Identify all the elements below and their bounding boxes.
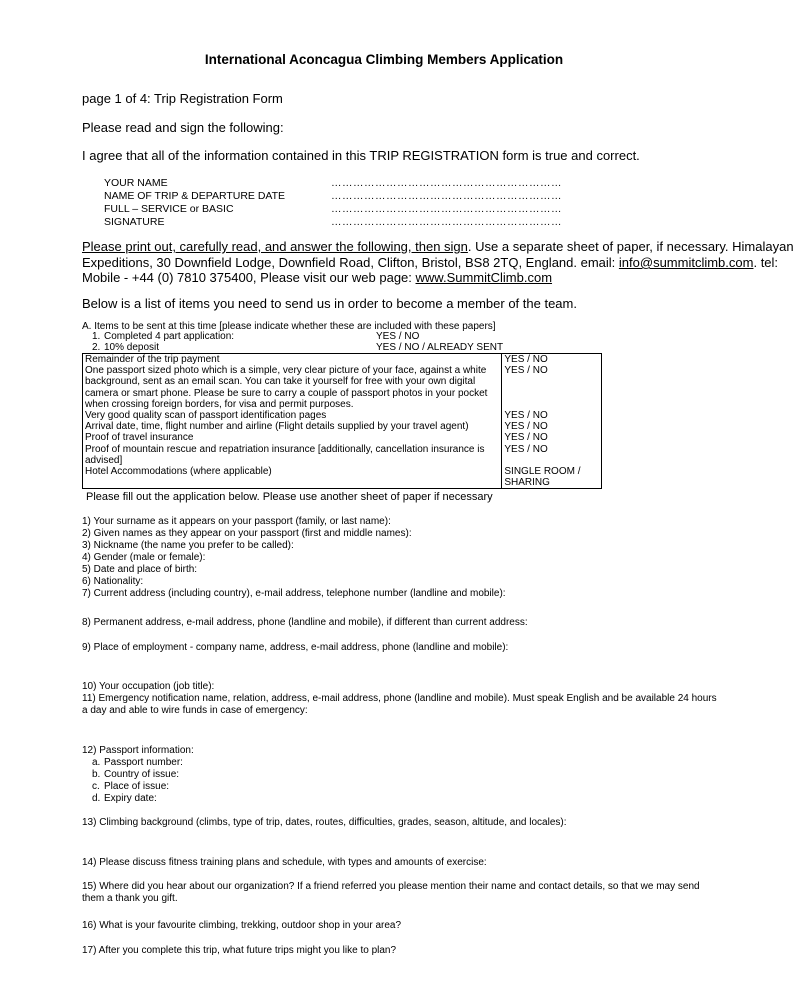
table-row (83, 466, 602, 489)
passport-sub-label: Expiry date: (104, 793, 157, 804)
section-a-item-answer[interactable]: YES / NO (376, 331, 420, 342)
table-cell-answer[interactable]: SINGLE ROOM / SHARING (502, 466, 602, 489)
signature-field-label: YOUR NAME (104, 177, 168, 189)
table-cell-item: Proof of mountain rescue and repatriation insurance [additionally, cancellation insurance is advised] (83, 444, 502, 466)
signature-field-line[interactable]: ……………………………………………………… (331, 216, 562, 228)
question-2: 2) Given names as they appear on your passport (first and middle names): (82, 528, 412, 539)
question-1: 1) Your surname as it appears on your passport (family, or last name): (82, 516, 391, 527)
mobile-text: Mobile - +44 (0) 7810 375400, Please visit our web page: (82, 270, 416, 285)
page-title: International Aconcagua Climbing Members Application (204, 52, 564, 67)
passport-sub-num: b. (92, 769, 101, 780)
question-6: 6) Nationality: (82, 576, 144, 587)
question-7: 7) Current address (including country), e-mail address, telephone number (landline and mobile): (82, 588, 506, 599)
agreement-text: I agree that all of the information contained in this TRIP REGISTRATION form is true and correct. (82, 148, 640, 163)
passport-sub-num: d. (92, 793, 101, 804)
signature-field-line[interactable]: ……………………………………………………… (331, 177, 562, 189)
read-sign-text: Please read and sign the following: (82, 120, 284, 135)
question-15: 15) Where did you hear about our organization? If a friend referred you please mention their name and contact details, so that we may send them a thank you gift. (82, 881, 700, 904)
question-12: 12) Passport information: (82, 745, 194, 756)
address-text: Expeditions, 30 Downfield Lodge, Downfield Road, Clifton, Bristol, BS8 2TQ, England. email: (82, 255, 619, 270)
passport-sub-num: a. (92, 757, 101, 768)
section-a-heading: A. Items to be sent at this time [please indicate whether these are included with these papers] (82, 321, 496, 332)
table-row (83, 410, 602, 421)
question-17: 17) After you complete this trip, what future trips might you like to plan? (82, 945, 397, 956)
question-5: 5) Date and place of birth: (82, 564, 198, 575)
section-a-item-label: 10% deposit (104, 342, 160, 353)
table-row (83, 365, 602, 410)
table-cell-answer[interactable]: YES / NO (502, 410, 602, 421)
passport-sub-num: c. (92, 781, 100, 792)
question-8: 8) Permanent address, e-mail address, phone (landline and mobile), if different than current address: (82, 617, 528, 628)
section-a-item-label: Completed 4 part application: (104, 331, 235, 342)
table-cell-item: Remainder of the trip payment (83, 354, 502, 366)
table-cell-answer[interactable]: YES / NO (502, 444, 602, 466)
section-a-item-answer[interactable]: YES / NO / ALREADY SENT (376, 342, 504, 353)
instructions-text: . Use a separate sheet of paper, if necessary. Himalayan (467, 239, 794, 254)
table-cell-item: Proof of travel insurance (83, 432, 502, 443)
section-a-item-num: 1. (92, 331, 101, 342)
question-10: 10) Your occupation (job title): (82, 681, 215, 692)
page-label: page 1 of 4: Trip Registration Form (82, 91, 283, 106)
question-14: 14) Please discuss fitness training plans and schedule, with types and amounts of exercise: (82, 857, 487, 868)
table-cell-answer[interactable]: YES / NO (502, 354, 602, 366)
table-row (83, 432, 602, 443)
signature-field-line[interactable]: ……………………………………………………… (331, 190, 562, 202)
section-b-table (82, 353, 602, 489)
instructions-line-1 (82, 239, 794, 254)
table-cell-item: Hotel Accommodations (where applicable) (83, 466, 502, 489)
question-11: 11) Emergency notification name, relation, address, e-mail address, phone (landline and mobile). Must speak English and be available 24 hours a day and able to wire funds in case of emergency: (82, 693, 717, 716)
question-16: 16) What is your favourite climbing, trekking, outdoor shop in your area? (82, 920, 402, 931)
tel-label: . tel: (753, 255, 779, 270)
question-13: 13) Climbing background (climbs, type of trip, dates, routes, difficulties, grades, season, altitude, and locales): (82, 817, 567, 828)
table-row (83, 421, 602, 432)
fill-out-instructions: Please fill out the application below. Please use another sheet of paper if necessary (86, 491, 493, 503)
passport-sub-label: Country of issue: (104, 769, 180, 780)
table-cell-item: Arrival date, time, flight number and airline (Flight details supplied by your travel agent) (83, 421, 502, 432)
signature-field-label: SIGNATURE (104, 216, 165, 228)
signature-field-label: NAME OF TRIP & DEPARTURE DATE (104, 190, 286, 202)
website-link[interactable]: www.SummitClimb.com (415, 270, 553, 285)
table-row (83, 444, 602, 466)
passport-sub-label: Place of issue: (104, 781, 170, 792)
table-cell-answer[interactable]: YES / NO (502, 365, 602, 410)
list-intro: Below is a list of items you need to send us in order to become a member of the team. (82, 296, 577, 311)
section-a-item-num: 2. (92, 342, 101, 353)
table-cell-answer[interactable]: YES / NO (502, 421, 602, 432)
signature-field-label: FULL – SERVICE or BASIC (104, 203, 234, 215)
instructions-underlined: Please print out, carefully read, and answer the following, then sign (82, 239, 468, 254)
question-9: 9) Place of employment - company name, address, e-mail address, phone (landline and mobile): (82, 642, 509, 653)
question-3: 3) Nickname (the name you prefer to be called): (82, 540, 294, 551)
table-cell-answer[interactable]: YES / NO (502, 432, 602, 443)
table-cell-item: One passport sized photo which is a simple, very clear picture of your face, against a white background, sent as an email scan. You can take it yourself for free with your own digital camera or smart phone. Please be sure to carry a couple of passport photos in your pocket when crossing foreign borders, for visa and permit purposes. (83, 365, 502, 410)
question-4: 4) Gender (male or female): (82, 552, 206, 563)
signature-field-line[interactable]: ……………………………………………………… (331, 203, 562, 215)
instructions-line-2 (82, 255, 778, 270)
table-row (83, 354, 602, 366)
table-cell-item: Very good quality scan of passport identification pages (83, 410, 502, 421)
instructions-line-3 (82, 270, 552, 285)
email-link[interactable]: info@summitclimb.com (618, 255, 754, 270)
passport-sub-label: Passport number: (104, 757, 183, 768)
